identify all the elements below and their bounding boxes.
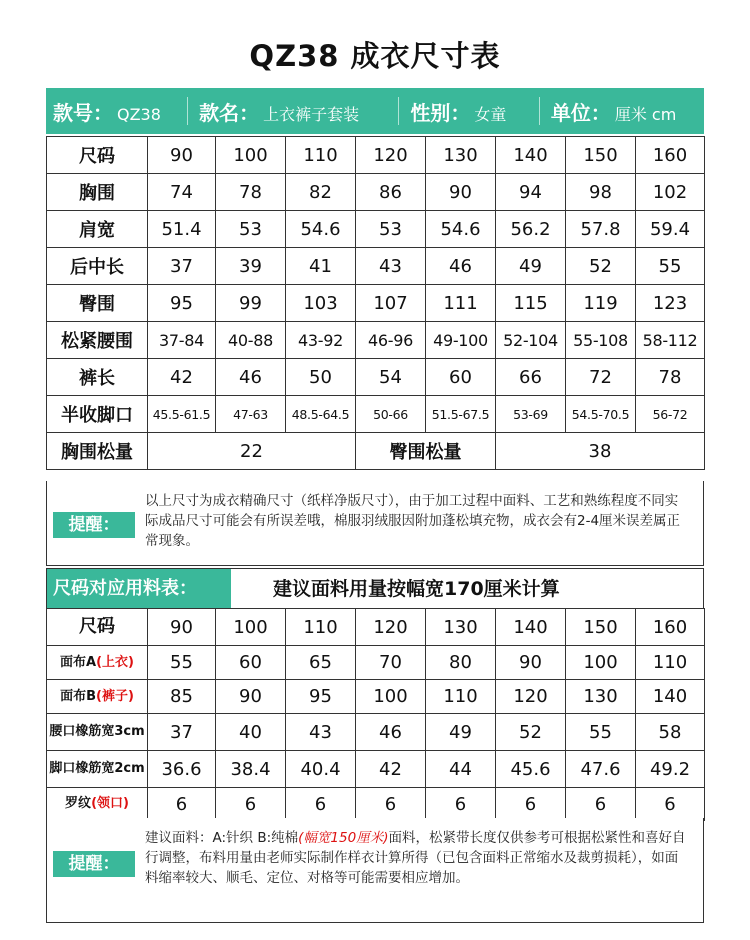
divider (398, 97, 399, 125)
table-cell: 120 (496, 680, 566, 714)
table-cell: 38.4 (216, 751, 286, 788)
table-cell: 98 (566, 174, 636, 211)
table-row (47, 646, 705, 680)
table-cell: 110 (426, 680, 496, 714)
row-label: 面布A(上衣) (47, 646, 148, 680)
table-cell: 42 (148, 359, 216, 396)
table-cell: 90 (216, 680, 286, 714)
row-label: 面布B(裤子) (47, 680, 148, 714)
table-cell: 95 (286, 680, 356, 714)
table-cell: 47.6 (566, 751, 636, 788)
table-cell: 90 (148, 137, 216, 174)
reminder-note-2 (46, 818, 704, 923)
table-cell: 48.5-64.5 (286, 396, 356, 433)
table-cell: 150 (566, 137, 636, 174)
table-row (47, 137, 705, 174)
table-cell: 46 (356, 714, 426, 751)
table-cell: 58 (636, 714, 705, 751)
table-cell: 42 (356, 751, 426, 788)
table-cell: 52 (566, 248, 636, 285)
table-cell: 57.8 (566, 211, 636, 248)
reminder-badge: 提醒： (53, 512, 135, 538)
fabric-table (46, 608, 705, 821)
table-row (47, 751, 705, 788)
table-cell: 130 (426, 137, 496, 174)
table-cell: 55 (636, 248, 705, 285)
row-label: 裤长 (47, 359, 148, 396)
row-label: 尺码 (47, 609, 148, 646)
table-row (47, 359, 705, 396)
table-cell: 6 (426, 788, 496, 821)
row-label: 尺码 (47, 137, 148, 174)
table-cell: 50-66 (356, 396, 426, 433)
table-cell: 51.4 (148, 211, 216, 248)
table-cell: 111 (426, 285, 496, 322)
row-label: 臀围 (47, 285, 148, 322)
table-cell: 130 (566, 680, 636, 714)
reminder-note-1 (46, 481, 704, 566)
table-cell: 100 (356, 680, 426, 714)
table-cell: 99 (216, 285, 286, 322)
table-cell: 6 (636, 788, 705, 821)
table-cell: 110 (286, 609, 356, 646)
table-row (47, 396, 705, 433)
chest-ease-label: 胸围松量 (47, 433, 148, 470)
table-cell: 95 (148, 285, 216, 322)
table-cell: 49 (496, 248, 566, 285)
style-no: 款号： QZ38 (53, 100, 161, 125)
table-cell: 140 (636, 680, 705, 714)
table-cell: 43-92 (286, 322, 356, 359)
table-cell: 40 (216, 714, 286, 751)
table-cell: 45.5-61.5 (148, 396, 216, 433)
table-cell: 140 (496, 137, 566, 174)
table-cell: 130 (426, 609, 496, 646)
table-cell: 100 (566, 646, 636, 680)
table-cell: 160 (636, 609, 705, 646)
table-cell: 55 (566, 714, 636, 751)
table-cell: 46 (426, 248, 496, 285)
table-row (47, 433, 705, 470)
gender: 性别： 女童 (410, 100, 507, 125)
table-cell: 80 (426, 646, 496, 680)
table-cell: 36.6 (148, 751, 216, 788)
table-cell: 65 (286, 646, 356, 680)
table-cell: 44 (426, 751, 496, 788)
table-row (47, 680, 705, 714)
table-cell: 110 (286, 137, 356, 174)
table-cell: 53-69 (496, 396, 566, 433)
row-label: 腰口橡筋宽3cm (47, 714, 148, 751)
table-cell: 59.4 (636, 211, 705, 248)
fabric-section-tab: 尺码对应用料表： (47, 569, 231, 609)
table-cell: 119 (566, 285, 636, 322)
table-cell: 6 (286, 788, 356, 821)
table-cell: 50 (286, 359, 356, 396)
table-cell: 49-100 (426, 322, 496, 359)
table-cell: 90 (496, 646, 566, 680)
table-cell: 103 (286, 285, 356, 322)
table-cell: 82 (286, 174, 356, 211)
table-row (47, 285, 705, 322)
style-name: 款名： 上衣裤子套装 (199, 100, 360, 125)
fabric-section-caption: 建议面料用量按幅宽170厘米计算 (273, 578, 560, 600)
table-cell: 120 (356, 137, 426, 174)
table-row (47, 211, 705, 248)
table-cell: 58-112 (636, 322, 705, 359)
table-cell: 94 (496, 174, 566, 211)
reminder-badge: 提醒： (53, 851, 135, 877)
table-cell: 39 (216, 248, 286, 285)
hip-ease-value: 38 (496, 433, 705, 470)
table-cell: 78 (636, 359, 705, 396)
table-cell: 74 (148, 174, 216, 211)
reminder-text: 以上尺寸为成衣精确尺寸（纸样净版尺寸），由于加工过程中面料、工艺和熟练程度不同实际成品尺寸可能会有所误差哦，棉服羽绒服因附加蓬松填充物，成衣会有2-4厘米误差属正常现象。 (145, 493, 681, 549)
table-row (47, 788, 705, 821)
hip-ease-label: 臀围松量 (356, 433, 496, 470)
table-cell: 56.2 (496, 211, 566, 248)
table-cell: 52-104 (496, 322, 566, 359)
divider (539, 97, 540, 125)
table-cell: 53 (216, 211, 286, 248)
table-cell: 54.6 (426, 211, 496, 248)
table-cell: 110 (636, 646, 705, 680)
table-cell: 66 (496, 359, 566, 396)
table-row (47, 714, 705, 751)
table-cell: 43 (286, 714, 356, 751)
table-cell: 6 (496, 788, 566, 821)
chest-ease-value: 22 (148, 433, 356, 470)
table-cell: 46 (216, 359, 286, 396)
table-cell: 78 (216, 174, 286, 211)
page-title: QZ38 成衣尺寸表 (249, 39, 501, 73)
row-label: 后中长 (47, 248, 148, 285)
table-row (47, 322, 705, 359)
row-label: 罗纹(领口) (47, 788, 148, 821)
table-cell: 37-84 (148, 322, 216, 359)
table-cell: 107 (356, 285, 426, 322)
table-cell: 86 (356, 174, 426, 211)
table-cell: 120 (356, 609, 426, 646)
table-cell: 37 (148, 714, 216, 751)
table-cell: 43 (356, 248, 426, 285)
table-cell: 53 (356, 211, 426, 248)
table-cell: 40-88 (216, 322, 286, 359)
table-cell: 6 (566, 788, 636, 821)
table-cell: 45.6 (496, 751, 566, 788)
table-cell: 60 (216, 646, 286, 680)
table-cell: 102 (636, 174, 705, 211)
row-label: 胸围 (47, 174, 148, 211)
table-cell: 85 (148, 680, 216, 714)
table-cell: 160 (636, 137, 705, 174)
table-cell: 6 (148, 788, 216, 821)
info-header-bar (46, 88, 704, 134)
table-cell: 55 (148, 646, 216, 680)
fabric-section-header (46, 568, 704, 608)
table-cell: 47-63 (216, 396, 286, 433)
table-cell: 41 (286, 248, 356, 285)
table-cell: 6 (216, 788, 286, 821)
table-cell: 150 (566, 609, 636, 646)
table-row (47, 174, 705, 211)
table-cell: 54.6 (286, 211, 356, 248)
size-table (46, 136, 705, 470)
table-row (47, 248, 705, 285)
table-cell: 100 (216, 609, 286, 646)
table-row (47, 609, 705, 646)
table-cell: 51.5-67.5 (426, 396, 496, 433)
table-cell: 46-96 (356, 322, 426, 359)
table-cell: 100 (216, 137, 286, 174)
table-cell: 56-72 (636, 396, 705, 433)
table-cell: 49 (426, 714, 496, 751)
table-cell: 49.2 (636, 751, 705, 788)
table-cell: 140 (496, 609, 566, 646)
unit: 单位： 厘米 cm (550, 100, 677, 125)
table-cell: 54.5-70.5 (566, 396, 636, 433)
table-cell: 70 (356, 646, 426, 680)
divider (187, 97, 188, 125)
table-cell: 40.4 (286, 751, 356, 788)
row-label: 松紧腰围 (47, 322, 148, 359)
table-cell: 123 (636, 285, 705, 322)
row-label: 肩宽 (47, 211, 148, 248)
table-cell: 90 (426, 174, 496, 211)
reminder-text: 建议面料：A:针织 B:纯棉(幅宽150厘米)面料，松紧带长度仅供参考可根据松紧性和喜好自行调整，布料用量由老师实际制作样衣计算所得（已包含面料正常缩水及裁剪损耗），如面料缩率较大、顺毛、定位、对格等可能需要相应增加。 (145, 830, 686, 886)
table-cell: 72 (566, 359, 636, 396)
row-label: 半收脚口 (47, 396, 148, 433)
table-cell: 6 (356, 788, 426, 821)
row-label: 脚口橡筋宽2cm (47, 751, 148, 788)
table-cell: 90 (148, 609, 216, 646)
table-cell: 115 (496, 285, 566, 322)
table-cell: 55-108 (566, 322, 636, 359)
table-cell: 37 (148, 248, 216, 285)
table-cell: 54 (356, 359, 426, 396)
table-cell: 60 (426, 359, 496, 396)
table-cell: 52 (496, 714, 566, 751)
